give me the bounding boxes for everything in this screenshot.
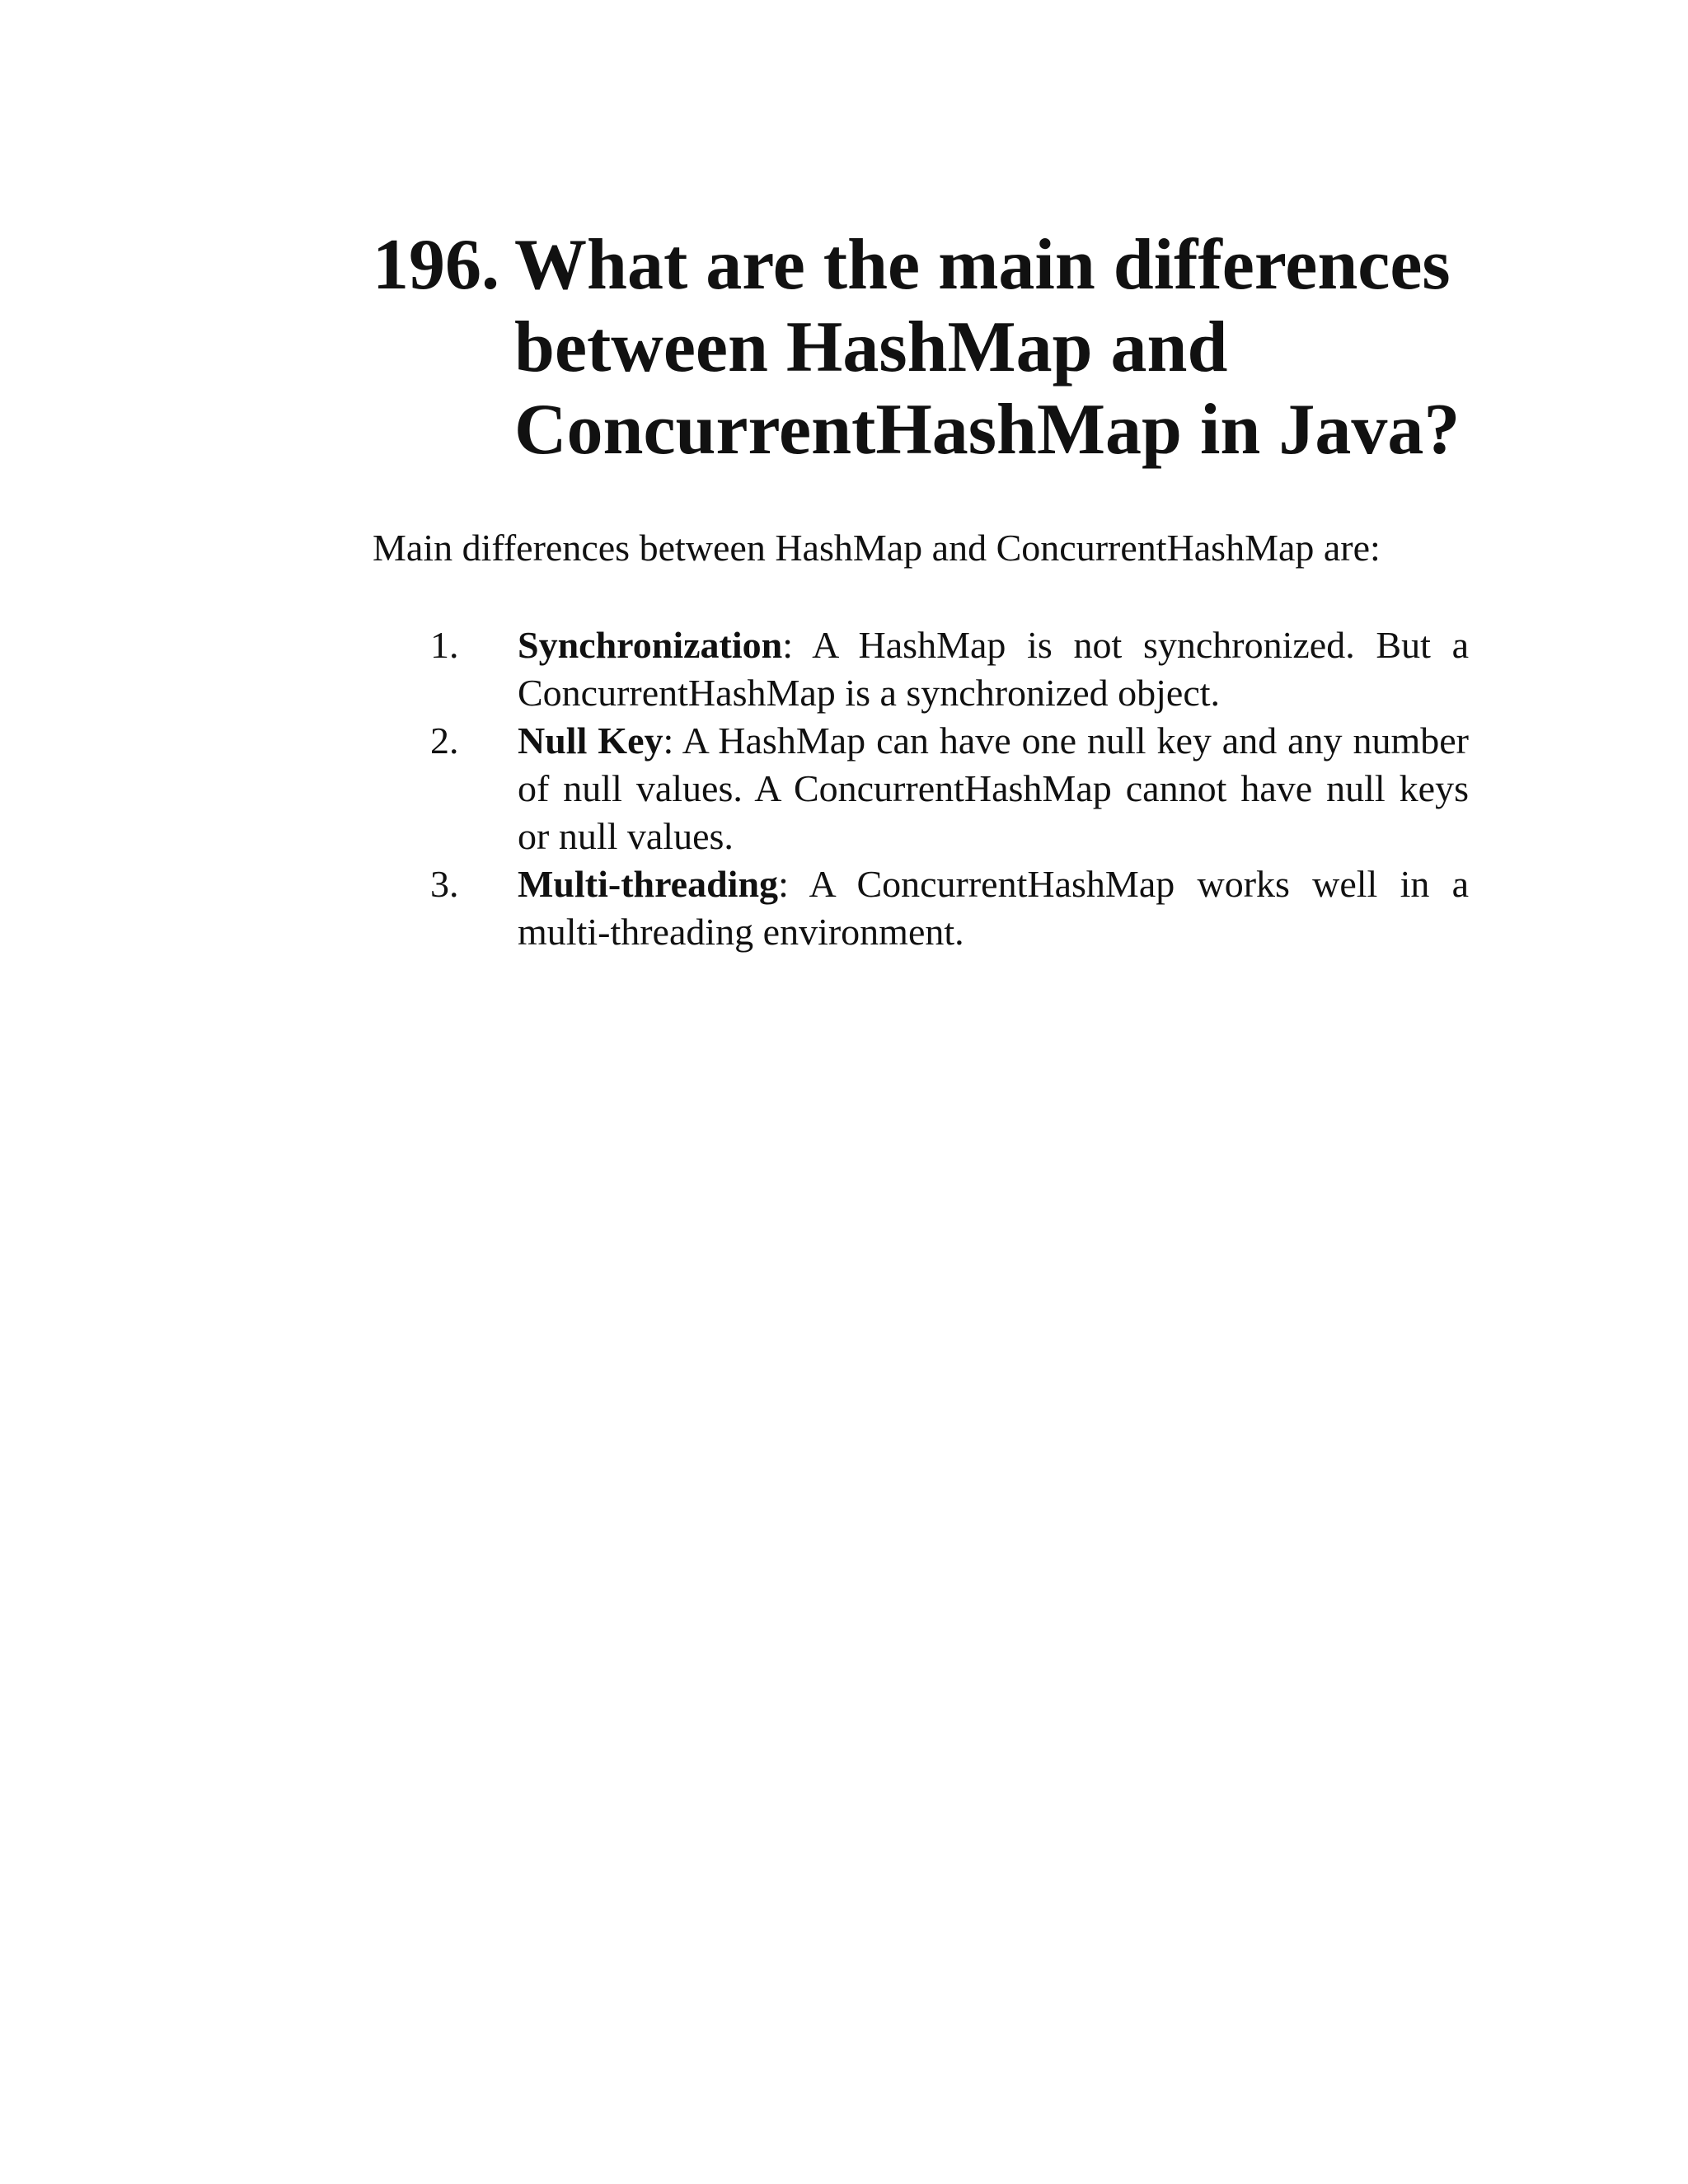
list-item	[373, 621, 1469, 717]
list-item-term: Synchronization	[518, 624, 783, 666]
list-item-term: Null Key	[518, 719, 663, 762]
list-item-term: Multi-threading	[518, 863, 779, 905]
list-item	[373, 717, 1469, 860]
differences-list	[373, 621, 1469, 956]
list-item-number: 1.	[430, 624, 459, 666]
list-item-body	[518, 717, 1469, 860]
page-content	[373, 224, 1469, 956]
question-title: What are the main differences between HashMap and ConcurrentHashMap in Java?	[514, 225, 1461, 470]
list-item-text: : A ConcurrentHashMap works well in a multi-threading environment.	[518, 863, 1469, 953]
list-item-number: 2.	[430, 719, 459, 762]
list-item-text: : A HashMap is not synchronized. But a ConcurrentHashMap is a synchronized object.	[518, 624, 1469, 714]
list-item	[373, 860, 1469, 956]
question-heading	[373, 224, 1469, 471]
list-item-number: 3.	[430, 863, 459, 905]
question-number: 196.	[373, 225, 499, 305]
list-item-body	[518, 621, 1469, 717]
list-item-body	[518, 860, 1469, 956]
intro-paragraph: Main differences between HashMap and ConcurrentHashMap are:	[373, 527, 1381, 569]
list-item-text: : A HashMap can have one null key and any number of null values. A ConcurrentHashMap cannot have null keys or null values.	[518, 719, 1469, 857]
